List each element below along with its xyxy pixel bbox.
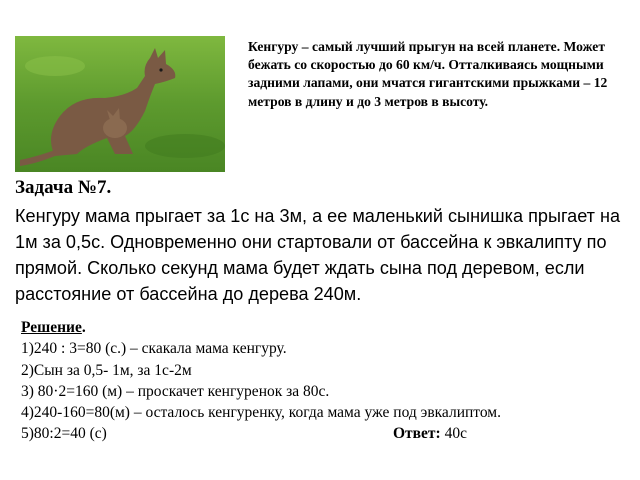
task-title: Задача №7.: [15, 177, 112, 198]
solution-step-final: [21, 423, 636, 444]
answer-value: 40с: [444, 425, 467, 443]
solution-title-suffix: .: [81, 319, 86, 336]
answer: [393, 423, 467, 444]
solution-step: 1)240 : 3=80 (с.) – скакала мама кенгуру.: [21, 340, 287, 358]
kangaroo-photo: [15, 36, 225, 172]
answer-label: Ответ:: [393, 425, 441, 443]
intro-text: Кенгуру – самый лучший прыгун на всей планете. Может бежать со скоростью до 60 км/ч. Отталкиваясь мощными задними лапами, они мчатся гигантскими прыжками – 12 метров в длину и до 3 метров в высоту.: [248, 39, 608, 109]
solution-title: [21, 317, 636, 338]
solution-title-label: Решение: [21, 319, 82, 336]
solution-step: 2)Сын за 0,5- 1м, за 1с-2м: [21, 361, 192, 379]
solution-step: 4)240-160=80(м) – осталось кенгуренку, когда мама уже под эвкалиптом.: [21, 404, 501, 422]
solution-step: 3) 80·2=160 (м) – проскачет кенгуренок за 80с.: [21, 382, 330, 400]
task-text: Кенгуру мама прыгает за 1с на 3м, а ее маленький сынишка прыгает на 1м за 0,5с. Одновременно они стартовали от бассейна к эвкалипту по прямой. Сколько секунд мама будет ждать сына под деревом, если расстояние от бассейна до дерева 240м.: [15, 206, 621, 304]
kangaroo-illustration: [15, 36, 225, 172]
solution-block: [21, 317, 636, 445]
solution-step: 5)80:2=40 (с): [21, 425, 107, 443]
